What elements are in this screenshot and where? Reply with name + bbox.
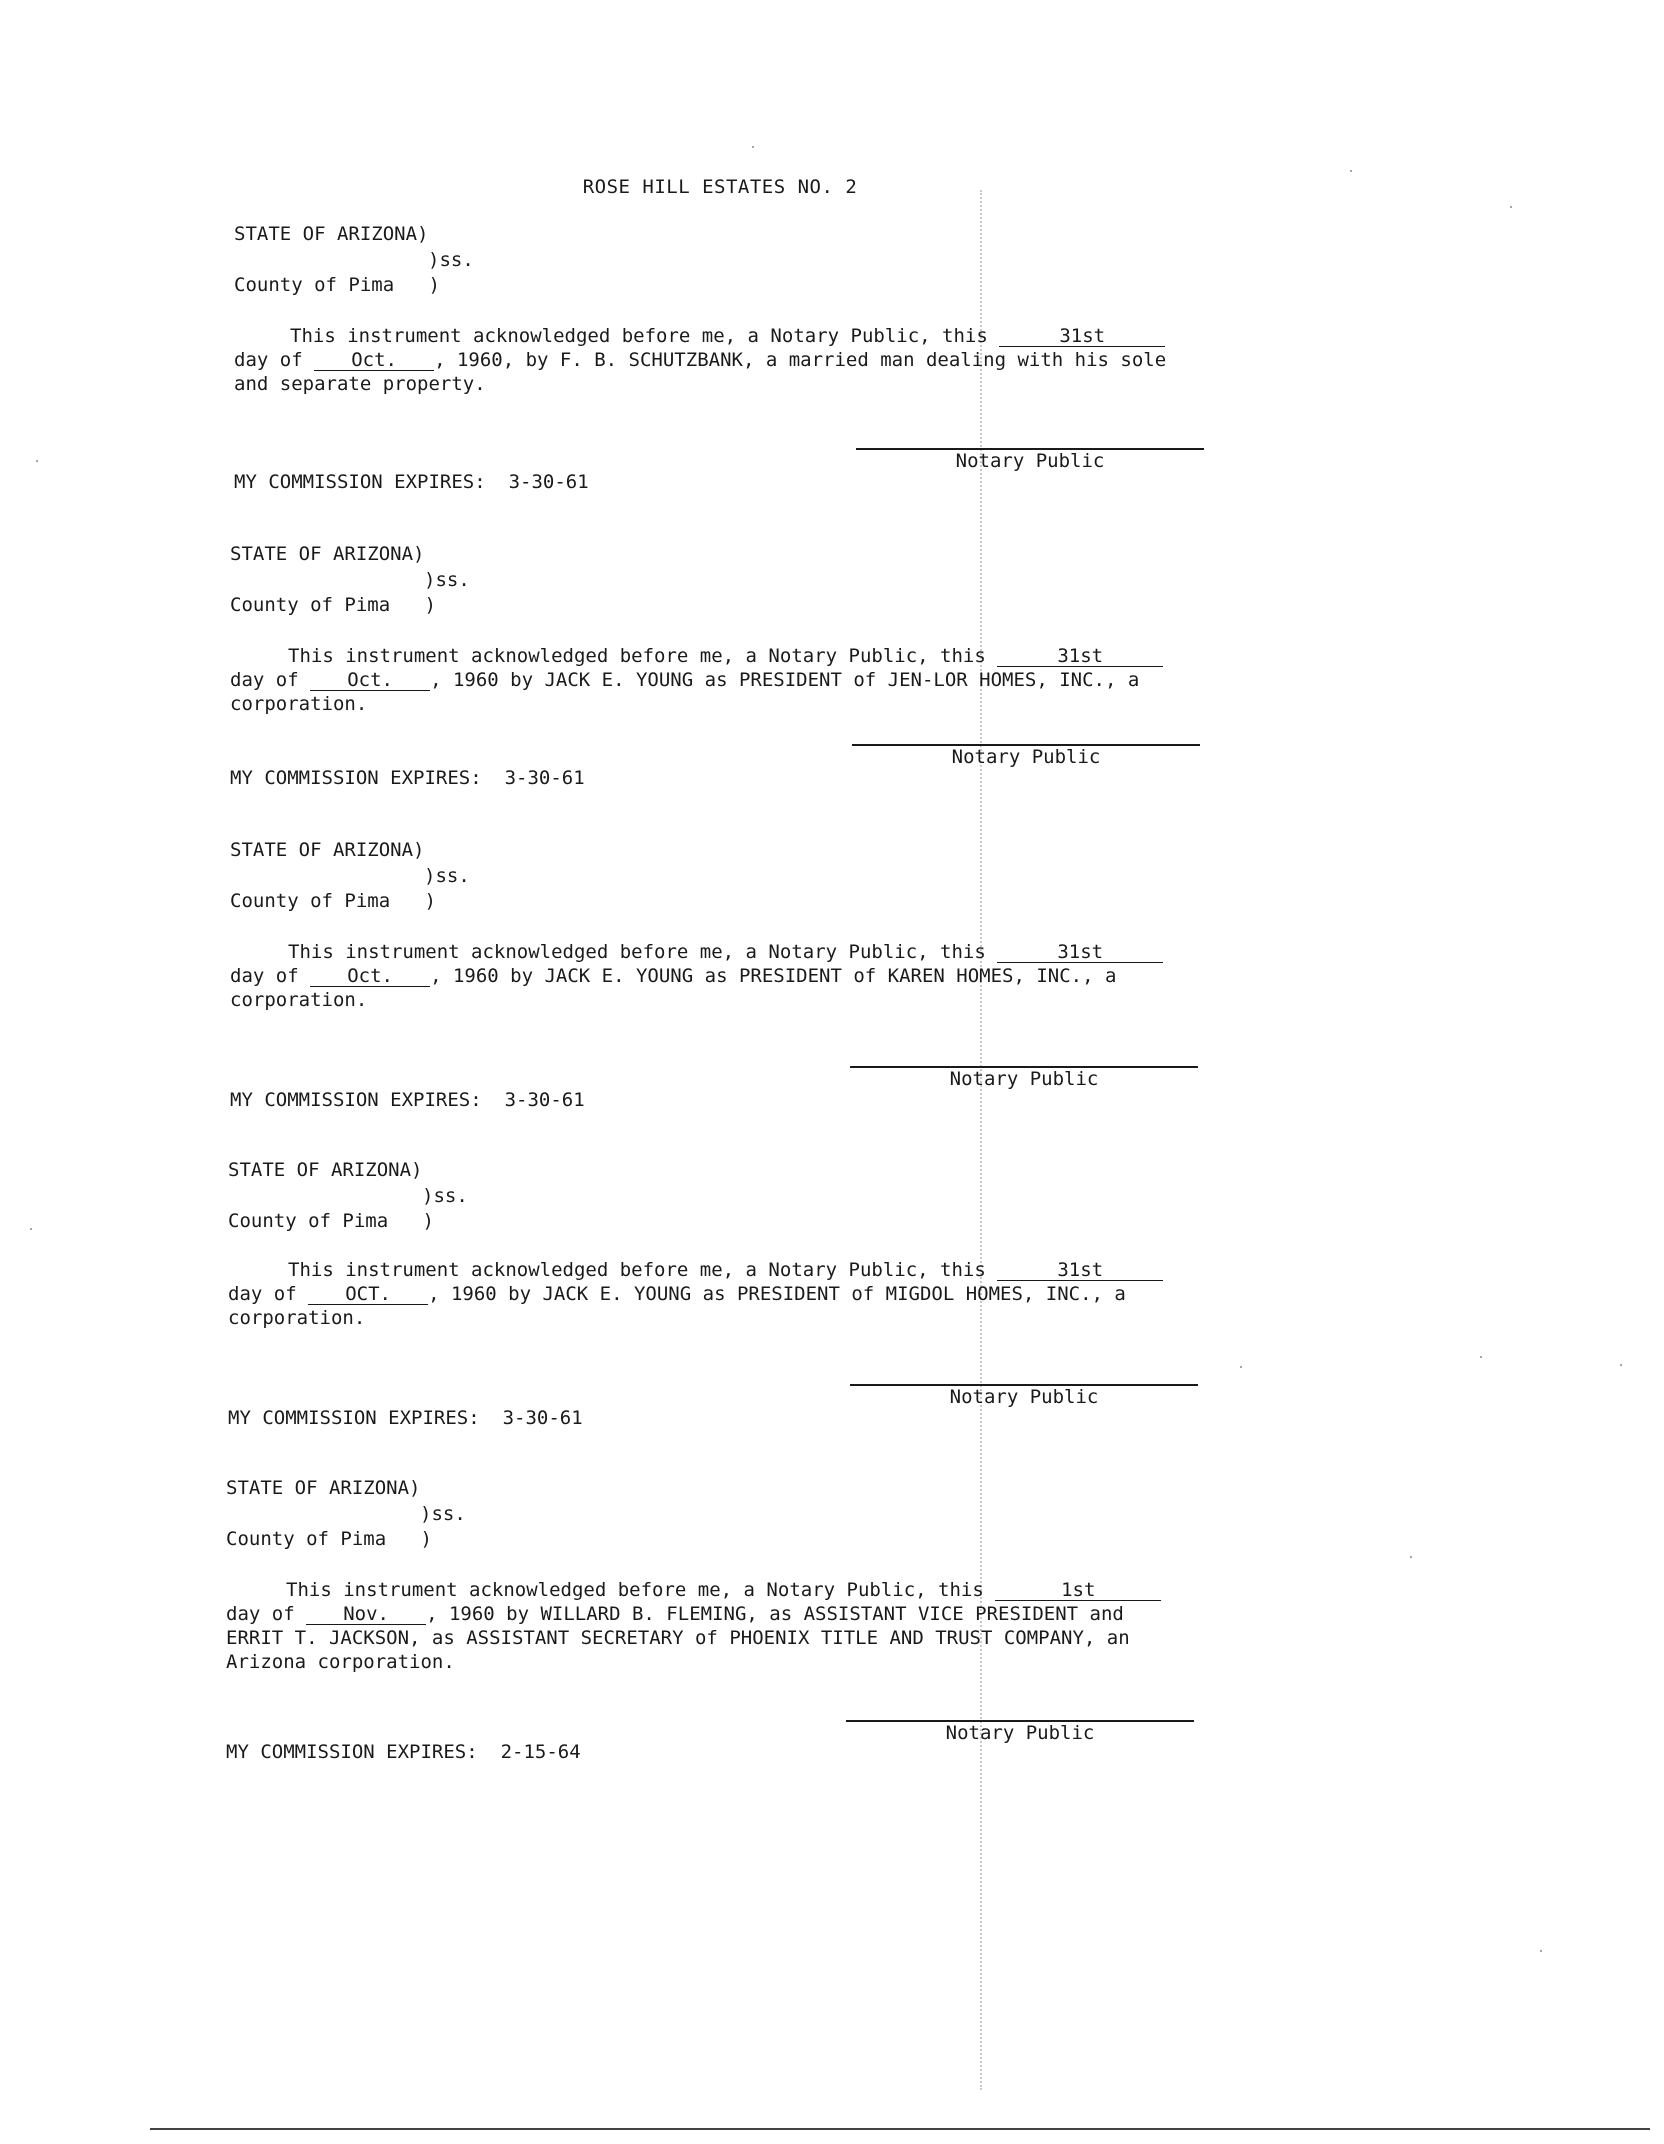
acknowledgment-block bbox=[0, 542, 1664, 872]
county-line: County of Pima ) bbox=[230, 594, 436, 616]
scan-speck bbox=[1410, 1556, 1412, 1558]
commission-date: 3-30-61 bbox=[508, 471, 589, 493]
acknowledgment-intro: This instrument acknowledged before me, a Notary Public, this bbox=[288, 1259, 986, 1281]
commission-label: MY COMMISSION EXPIRES: bbox=[226, 1741, 478, 1763]
day-of-label: day of bbox=[230, 965, 299, 987]
month-fill: Oct. bbox=[310, 966, 430, 987]
scan-speck bbox=[1540, 1950, 1542, 1952]
notary-public-label: Notary Public bbox=[949, 1386, 1099, 1408]
scan-speck bbox=[752, 146, 754, 148]
ss-marker: )ss. bbox=[422, 1185, 468, 1207]
acknowledgment-line-1 bbox=[286, 1578, 1161, 1602]
ss-marker: )ss. bbox=[424, 865, 470, 887]
acknowledgment-line-3: and separate property. bbox=[234, 373, 486, 395]
commission-label: MY COMMISSION EXPIRES: bbox=[228, 1407, 480, 1429]
acknowledgment-intro: This instrument acknowledged before me, a Notary Public, this bbox=[286, 1579, 984, 1601]
document-title: ROSE HILL ESTATES NO. 2 bbox=[582, 176, 858, 198]
ss-marker: )ss. bbox=[424, 569, 470, 591]
day-of-label: day of bbox=[226, 1603, 295, 1625]
state-line: STATE OF ARIZONA) bbox=[234, 223, 429, 245]
day-fill: 31st bbox=[999, 326, 1165, 347]
acknowledgment-line-1 bbox=[288, 644, 1163, 668]
county-line: County of Pima ) bbox=[226, 1528, 432, 1550]
state-line: STATE OF ARIZONA) bbox=[230, 543, 425, 565]
day-fill: 31st bbox=[997, 1260, 1163, 1281]
acknowledgment-block bbox=[0, 838, 1664, 1168]
acknowledgment-block bbox=[0, 1158, 1664, 1488]
county-line: County of Pima ) bbox=[228, 1210, 434, 1232]
scan-speck bbox=[1350, 170, 1352, 172]
acknowledgment-line-3: corporation. bbox=[230, 693, 368, 715]
commission-label: MY COMMISSION EXPIRES: bbox=[234, 471, 486, 493]
acknowledgment-line-3: corporation. bbox=[230, 989, 368, 1011]
acknowledgment-text: , 1960 by JACK E. YOUNG as PRESIDENT of MIGDOL HOMES, INC., a bbox=[428, 1283, 1126, 1305]
scan-speck bbox=[30, 1228, 32, 1230]
acknowledgment-block bbox=[0, 1476, 1664, 1816]
state-line: STATE OF ARIZONA) bbox=[228, 1159, 423, 1181]
day-fill: 31st bbox=[997, 942, 1163, 963]
acknowledgment-intro: This instrument acknowledged before me, a Notary Public, this bbox=[288, 941, 986, 963]
month-fill: Oct. bbox=[310, 670, 430, 691]
acknowledgment-line-2 bbox=[226, 1602, 1124, 1626]
acknowledgment-line-2 bbox=[228, 1282, 1126, 1306]
day-of-label: day of bbox=[230, 669, 299, 691]
notary-public-label: Notary Public bbox=[949, 1068, 1099, 1090]
acknowledgment-line-2 bbox=[234, 348, 1166, 372]
scan-speck bbox=[1480, 1356, 1482, 1358]
day-of-label: day of bbox=[234, 349, 303, 371]
county-line: County of Pima ) bbox=[230, 890, 436, 912]
commission-line bbox=[230, 1088, 585, 1112]
scan-speck bbox=[36, 460, 38, 462]
acknowledgment-line-3: corporation. bbox=[228, 1307, 366, 1329]
notary-public-label: Notary Public bbox=[955, 450, 1105, 472]
acknowledgment-line-3: ERRIT T. JACKSON, as ASSISTANT SECRETARY of PHOENIX TITLE AND TRUST COMPANY, an bbox=[226, 1627, 1130, 1649]
commission-date: 3-30-61 bbox=[502, 1407, 583, 1429]
month-fill: Oct. bbox=[314, 350, 434, 371]
state-line: STATE OF ARIZONA) bbox=[230, 839, 425, 861]
scan-speck bbox=[1620, 1364, 1622, 1366]
notary-public-label: Notary Public bbox=[951, 746, 1101, 768]
acknowledgment-line-1 bbox=[288, 940, 1163, 964]
commission-label: MY COMMISSION EXPIRES: bbox=[230, 1089, 482, 1111]
ss-marker: )ss. bbox=[428, 249, 474, 271]
state-line: STATE OF ARIZONA) bbox=[226, 1477, 421, 1499]
commission-line bbox=[230, 766, 585, 790]
acknowledgment-block bbox=[0, 222, 1664, 552]
commission-label: MY COMMISSION EXPIRES: bbox=[230, 767, 482, 789]
commission-date: 2-15-64 bbox=[500, 1741, 581, 1763]
acknowledgment-text: , 1960 by WILLARD B. FLEMING, as ASSISTANT VICE PRESIDENT and bbox=[426, 1603, 1124, 1625]
acknowledgment-text: , 1960, by F. B. SCHUTZBANK, a married man dealing with his sole bbox=[434, 349, 1167, 371]
commission-line bbox=[228, 1406, 583, 1430]
county-line: County of Pima ) bbox=[234, 274, 440, 296]
day-fill: 1st bbox=[995, 1580, 1161, 1601]
acknowledgment-intro: This instrument acknowledged before me, a Notary Public, this bbox=[290, 325, 988, 347]
scan-speck bbox=[1240, 1366, 1242, 1368]
bottom-rule bbox=[150, 2128, 1650, 2130]
acknowledgment-line-1 bbox=[288, 1258, 1163, 1282]
acknowledgment-text: , 1960 by JACK E. YOUNG as PRESIDENT of KAREN HOMES, INC., a bbox=[430, 965, 1117, 987]
acknowledgment-intro: This instrument acknowledged before me, a Notary Public, this bbox=[288, 645, 986, 667]
commission-line bbox=[234, 470, 589, 494]
month-fill: Nov. bbox=[306, 1604, 426, 1625]
acknowledgment-line-4: Arizona corporation. bbox=[226, 1651, 455, 1673]
ss-marker: )ss. bbox=[420, 1503, 466, 1525]
commission-date: 3-30-61 bbox=[504, 767, 585, 789]
day-fill: 31st bbox=[997, 646, 1163, 667]
day-of-label: day of bbox=[228, 1283, 297, 1305]
month-fill: OCT. bbox=[308, 1284, 428, 1305]
commission-date: 3-30-61 bbox=[504, 1089, 585, 1111]
acknowledgment-line-2 bbox=[230, 668, 1139, 692]
acknowledgment-line-2 bbox=[230, 964, 1116, 988]
scan-speck bbox=[1510, 206, 1512, 208]
notary-public-label: Notary Public bbox=[945, 1722, 1095, 1744]
acknowledgment-line-1 bbox=[290, 324, 1165, 348]
commission-line bbox=[226, 1740, 581, 1764]
acknowledgment-text: , 1960 by JACK E. YOUNG as PRESIDENT of JEN-LOR HOMES, INC., a bbox=[430, 669, 1140, 691]
